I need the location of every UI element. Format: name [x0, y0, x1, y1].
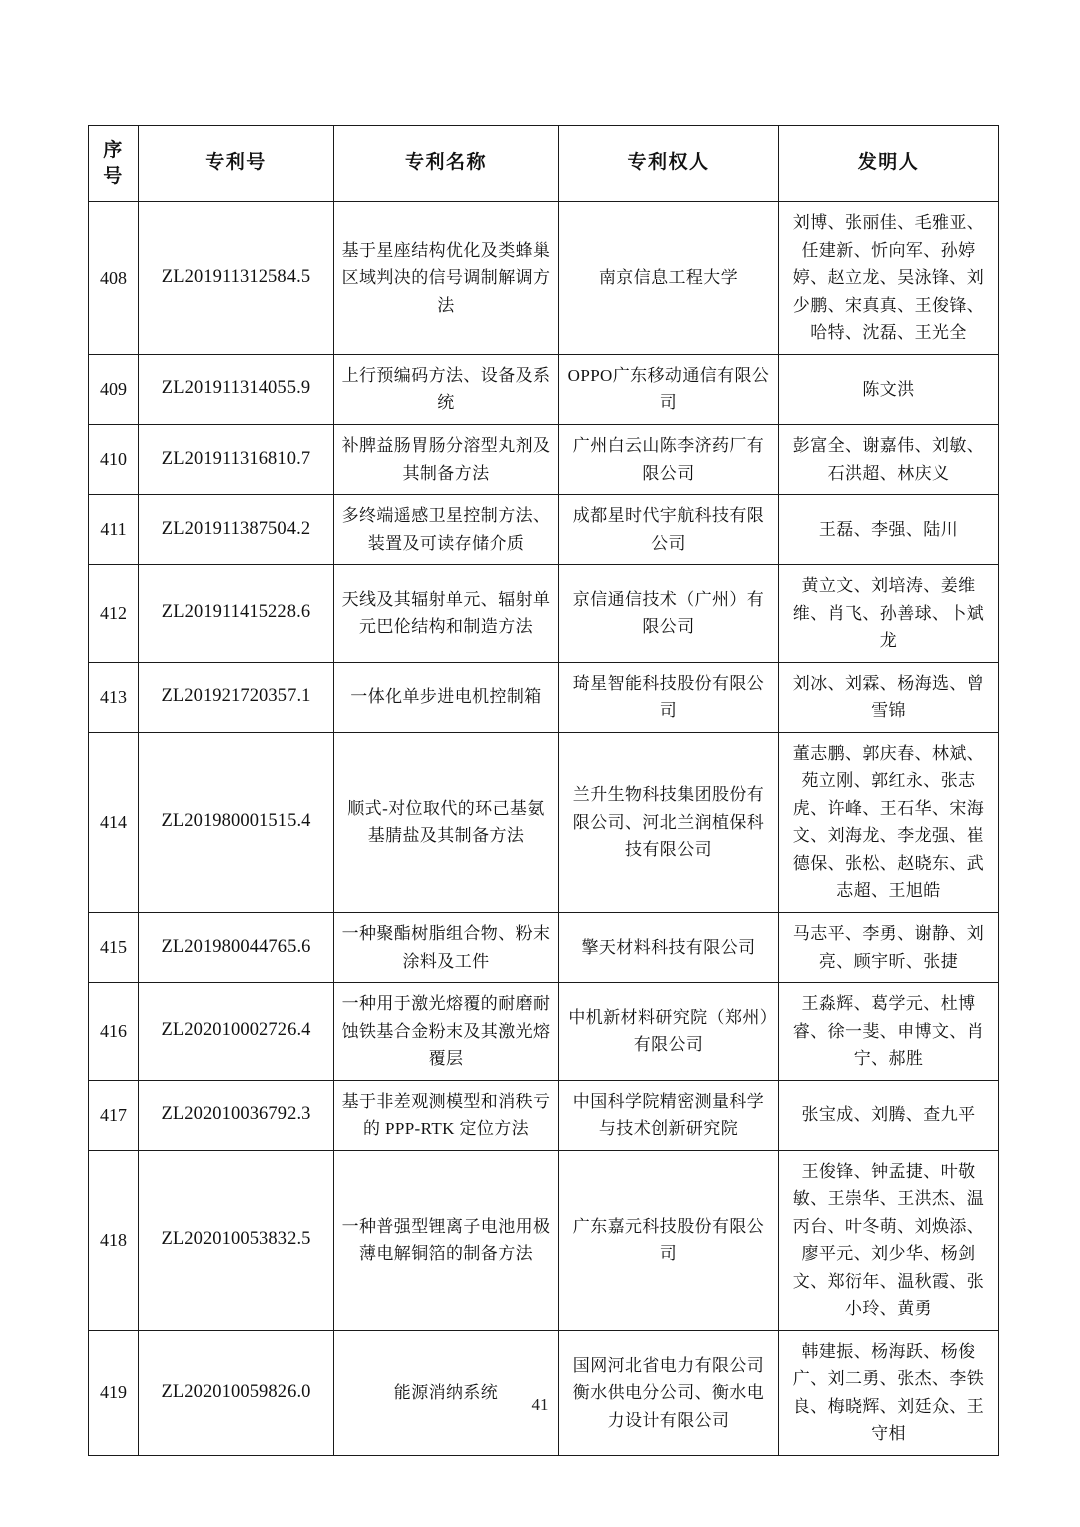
cell-patent-holder: 广东嘉元科技股份有限公司 — [559, 1150, 779, 1330]
column-header-sequence-line1: 序 — [103, 140, 124, 161]
cell-patent-number: ZL202010059826.0 — [139, 1330, 334, 1455]
cell-patent-holder: OPPO广东移动通信有限公司 — [559, 354, 779, 424]
cell-sequence: 415 — [89, 912, 139, 982]
cell-inventor: 黄立文、刘培涛、姜维维、肖飞、孙善球、卜斌龙 — [779, 565, 999, 663]
table-row — [89, 495, 999, 565]
cell-patent-holder: 中机新材料研究院（郑州）有限公司 — [559, 983, 779, 1081]
table-row — [89, 983, 999, 1081]
cell-patent-name: 一种聚酯树脂组合物、粉末涂料及工件 — [334, 912, 559, 982]
table-header — [89, 126, 999, 202]
cell-patent-name: 天线及其辐射单元、辐射单元巴伦结构和制造方法 — [334, 565, 559, 663]
cell-sequence: 411 — [89, 495, 139, 565]
cell-inventor: 王磊、李强、陆川 — [779, 495, 999, 565]
cell-patent-number: ZL201911387504.2 — [139, 495, 334, 565]
cell-patent-holder: 广州白云山陈李济药厂有限公司 — [559, 425, 779, 495]
cell-sequence: 414 — [89, 732, 139, 912]
cell-patent-holder: 兰升生物科技集团股份有限公司、河北兰润植保科技有限公司 — [559, 732, 779, 912]
cell-patent-number: ZL202010036792.3 — [139, 1080, 334, 1150]
cell-inventor: 张宝成、刘腾、查九平 — [779, 1080, 999, 1150]
patent-table-container — [88, 125, 998, 1456]
table-row — [89, 662, 999, 732]
cell-inventor: 马志平、李勇、谢静、刘亮、顾宇昕、张捷 — [779, 912, 999, 982]
cell-inventor: 陈文洪 — [779, 354, 999, 424]
cell-patent-number: ZL201911316810.7 — [139, 425, 334, 495]
cell-sequence: 409 — [89, 354, 139, 424]
cell-patent-number: ZL201911415228.6 — [139, 565, 334, 663]
cell-patent-name: 能源消纳系统 — [334, 1330, 559, 1455]
patent-table — [88, 125, 999, 1456]
cell-patent-number: ZL202010053832.5 — [139, 1150, 334, 1330]
cell-patent-number: ZL201980044765.6 — [139, 912, 334, 982]
cell-sequence: 410 — [89, 425, 139, 495]
cell-patent-name: 上行预编码方法、设备及系统 — [334, 354, 559, 424]
cell-patent-name: 一种用于激光熔覆的耐磨耐蚀铁基合金粉末及其激光熔覆层 — [334, 983, 559, 1081]
cell-patent-name: 多终端遥感卫星控制方法、装置及可读存储介质 — [334, 495, 559, 565]
cell-patent-holder: 京信通信技术（广州）有限公司 — [559, 565, 779, 663]
cell-patent-holder: 中国科学院精密测量科学与技术创新研究院 — [559, 1080, 779, 1150]
table-row — [89, 1080, 999, 1150]
table-body — [89, 202, 999, 1456]
table-row — [89, 425, 999, 495]
cell-patent-number: ZL201980001515.4 — [139, 732, 334, 912]
cell-patent-name: 补脾益肠胃肠分溶型丸剂及其制备方法 — [334, 425, 559, 495]
cell-patent-holder: 国网河北省电力有限公司衡水供电分公司、衡水电力设计有限公司 — [559, 1330, 779, 1455]
table-row — [89, 565, 999, 663]
table-header-row — [89, 126, 999, 202]
cell-sequence: 417 — [89, 1080, 139, 1150]
cell-sequence: 413 — [89, 662, 139, 732]
page-number: 41 — [531, 1395, 549, 1414]
cell-patent-name: 顺式-对位取代的环己基氨基腈盐及其制备方法 — [334, 732, 559, 912]
column-header-inventor: 发明人 — [779, 126, 999, 202]
cell-inventor: 王俊锋、钟孟捷、叶敬敏、王崇华、王洪杰、温丙台、叶冬萌、刘焕添、廖平元、刘少华、杨剑文、郑衍年、温秋霞、张小玲、黄勇 — [779, 1150, 999, 1330]
cell-patent-name: 基于非差观测模型和消秩亏的 PPP-RTK 定位方法 — [334, 1080, 559, 1150]
cell-inventor: 刘冰、刘霖、杨海选、曾雪锦 — [779, 662, 999, 732]
cell-sequence: 419 — [89, 1330, 139, 1455]
cell-inventor: 王淼辉、葛学元、杜博睿、徐一斐、申博文、肖宁、郝胜 — [779, 983, 999, 1081]
cell-inventor: 彭富全、谢嘉伟、刘敏、石洪超、林庆义 — [779, 425, 999, 495]
cell-inventor: 刘博、张丽佳、毛雅亚、任建新、忻向军、孙婷婷、赵立龙、吴泳锋、刘少鹏、宋真真、王俊锋、哈特、沈磊、王光全 — [779, 202, 999, 355]
table-row — [89, 732, 999, 912]
column-header-patent-number: 专利号 — [139, 126, 334, 202]
cell-sequence: 412 — [89, 565, 139, 663]
cell-patent-number: ZL201911312584.5 — [139, 202, 334, 355]
table-row — [89, 1330, 999, 1455]
cell-patent-name: 基于星座结构优化及类蜂巢区域判决的信号调制解调方法 — [334, 202, 559, 355]
table-row — [89, 1150, 999, 1330]
cell-sequence: 418 — [89, 1150, 139, 1330]
column-header-sequence-line2: 号 — [103, 165, 124, 187]
column-header-sequence — [89, 126, 139, 202]
table-row — [89, 912, 999, 982]
cell-patent-number: ZL201921720357.1 — [139, 662, 334, 732]
table-row — [89, 202, 999, 355]
cell-inventor: 董志鹏、郭庆春、林斌、苑立刚、郭红永、张志虎、许峰、王石华、宋海文、刘海龙、李龙强、崔德保、张松、赵晓东、武志超、王旭皓 — [779, 732, 999, 912]
cell-patent-holder: 擎天材料科技有限公司 — [559, 912, 779, 982]
cell-sequence: 408 — [89, 202, 139, 355]
cell-patent-number: ZL202010002726.4 — [139, 983, 334, 1081]
column-header-patent-holder: 专利权人 — [559, 126, 779, 202]
cell-patent-holder: 南京信息工程大学 — [559, 202, 779, 355]
cell-inventor: 韩建振、杨海跃、杨俊广、刘二勇、张杰、李铁良、梅晓辉、刘廷众、王守相 — [779, 1330, 999, 1455]
cell-patent-number: ZL201911314055.9 — [139, 354, 334, 424]
table-row — [89, 354, 999, 424]
cell-patent-holder: 琦星智能科技股份有限公司 — [559, 662, 779, 732]
cell-patent-name: 一种普强型锂离子电池用极薄电解铜箔的制备方法 — [334, 1150, 559, 1330]
cell-patent-name: 一体化单步进电机控制箱 — [334, 662, 559, 732]
cell-sequence: 416 — [89, 983, 139, 1081]
cell-patent-holder: 成都星时代宇航科技有限公司 — [559, 495, 779, 565]
column-header-patent-name: 专利名称 — [334, 126, 559, 202]
